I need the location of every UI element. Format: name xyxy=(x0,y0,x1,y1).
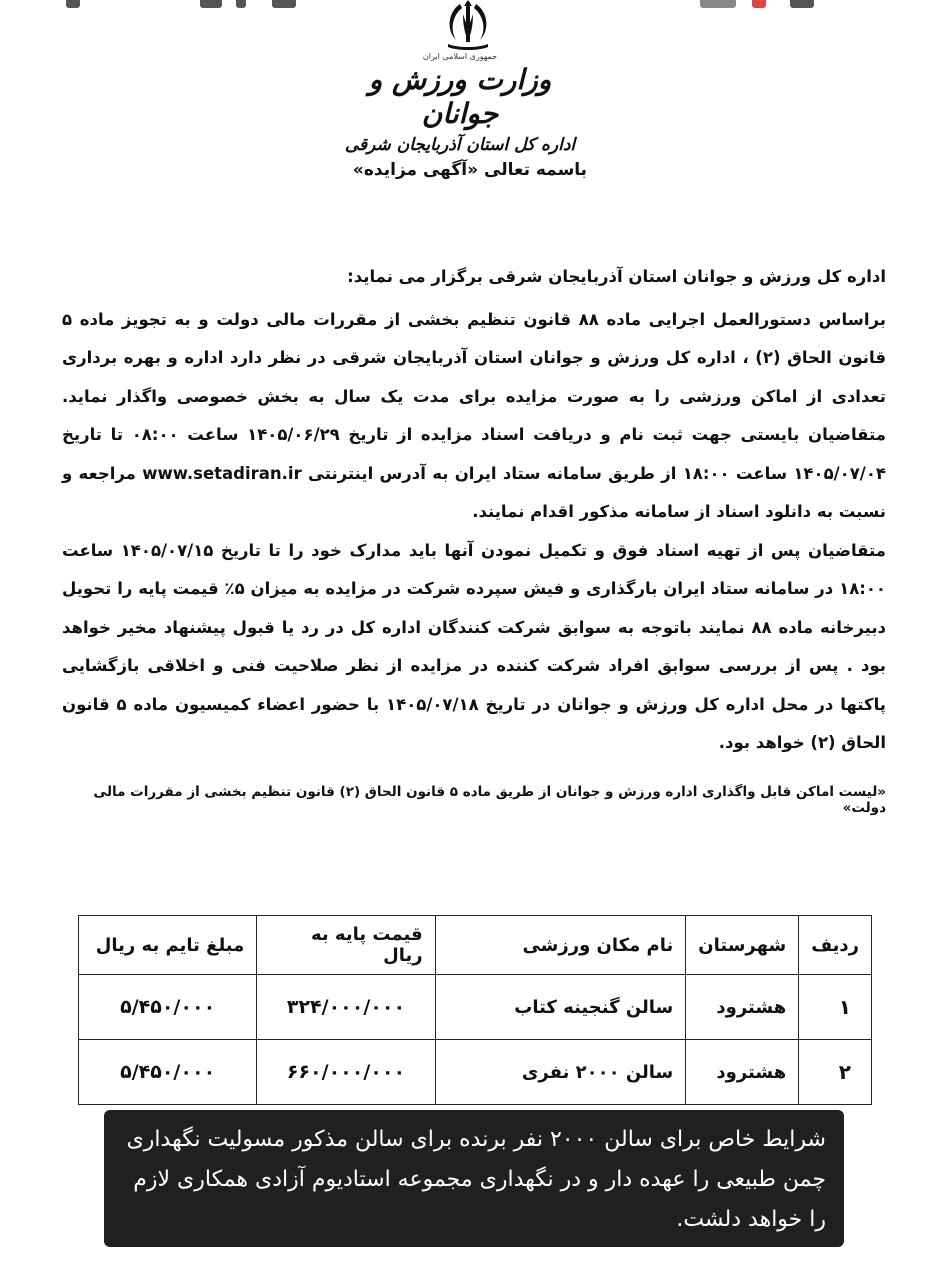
ministry-name: وزارت ورزش و جوانان xyxy=(368,63,552,130)
status-icon xyxy=(752,0,766,8)
table-row xyxy=(79,1040,872,1105)
cell-venue: سالن ۲۰۰۰ نفری xyxy=(435,1040,686,1105)
col-header-venue: نام مکان ورزشی xyxy=(435,916,686,975)
page-title: باسمه تعالی «آگهی مزایده» xyxy=(352,160,588,180)
announcement-body xyxy=(62,258,886,763)
special-conditions-notice: شرایط خاص برای سالن ۲۰۰۰ نفر برنده برای سالن مذکور مسولیت نگهداری چمن طبیعی را عهده دار و در نگهداری مجموعه استادیوم آزادی همکاری لازم را خواهد دلشت. xyxy=(104,1110,844,1247)
cell-timeslot-price: ۵/۴۵۰/۰۰۰ xyxy=(79,975,257,1040)
status-icon xyxy=(790,0,814,8)
emblem-caption: جمهوری اسلامی ایران xyxy=(422,52,498,61)
status-icon xyxy=(700,0,736,8)
cell-timeslot-price: ۵/۴۵۰/۰۰۰ xyxy=(79,1040,257,1105)
cell-city: هشترود xyxy=(686,975,799,1040)
cell-city: هشترود xyxy=(686,1040,799,1105)
status-icon xyxy=(66,0,80,8)
status-icon xyxy=(200,0,222,8)
col-header-base-price: قیمت پایه به ریال xyxy=(257,916,435,975)
paragraph-1-text: براساس دستورالعمل اجرایی ماده ۸۸ قانون تنظیم بخشی از مقررات مالی دولت و به تجویز ماده ۵ قانون الحاق (۲) ، اداره کل ورزش و جوانان استان آذربایجان شرقی در نظر دارد اداره و بهره برداری تعدادی از اماکن ورزشی را به صورت مزایده برای مدت یک سال به بخش خصوصی واگذار نماید. متقاضیان بایستی جهت ثبت نام و دریافت اسناد مزایده از تاریخ ۱۴۰۵/۰۶/۲۹ ساعت ۰۸:۰۰ تا تاریخ ۱۴۰۵/۰۷/۰۴ ساعت ۱۸:۰۰ از طریق سامانه ستاد ایران به آدرس اینترنتی xyxy=(62,309,886,483)
venue-list-title: «لیست اماکن قابل واگذاری اداره ورزش و جوانان از طریق ماده ۵ قانون الحاق (۲) قانون تنظیم بخشی از مقررات مالی دولت» xyxy=(93,784,886,816)
setadiran-link[interactable]: www.setadiran.ir xyxy=(142,463,302,483)
cell-row-number: ۱ xyxy=(799,975,872,1040)
paragraph-2: متقاضیان پس از تهیه اسناد فوق و تکمیل نمودن آنها باید مدارک خود را تا تاریخ ۱۴۰۵/۰۷/۱۵ ساعت ۱۸:۰۰ در سامانه ستاد ایران بارگذاری و فیش سپرده شرکت در مزایده به میزان ۵٪ قیمت پایه را تحویل دبیرخانه ماده ۸۸ نمایند باتوجه به سوابق شرکت کنندگان اداره کل در رد یا قبول پیشنهاد مخیر خواهد بود . پس از بررسی سوابق افراد شرکت کننده در مزایده از نظر صلاحیت فنی و اخلاقی بازگشایی پاکتها در محل اداره کل ورزش و جوانان در تاریخ ۱۴۰۵/۰۷/۱۸ با حضور اعضاء کمیسیون ماده ۵ قانون الحاق (۲) خواهد بود. xyxy=(62,540,887,752)
status-icon xyxy=(236,0,246,8)
col-header-timeslot-price: مبلغ تایم به ریال xyxy=(79,916,257,975)
table-row xyxy=(79,975,872,1040)
iran-emblem-logo xyxy=(430,0,506,60)
cell-base-price: ۶۶۰/۰۰۰/۰۰۰ xyxy=(257,1040,435,1105)
cell-row-number: ۲ xyxy=(799,1040,872,1105)
col-header-city: شهرستان xyxy=(686,916,799,975)
department-name: اداره کل استان آذربایجان شرقی xyxy=(344,135,576,155)
col-header-row-number: ردیف xyxy=(799,916,872,975)
paragraph-1-tail: مراجعه و نسبت به دانلود اسناد از سامانه مذکور اقدام نمایند. xyxy=(62,463,886,521)
table-header-row xyxy=(79,916,872,975)
intro-line: اداره کل ورزش و جوانان استان آذربایجان شرقی برگزار می نماید: xyxy=(347,267,886,286)
status-icon xyxy=(272,0,296,8)
paragraph-1 xyxy=(62,301,886,532)
cell-base-price: ۳۲۴/۰۰۰/۰۰۰ xyxy=(257,975,435,1040)
venue-table xyxy=(78,915,872,1105)
cell-venue: سالن گنجینه کتاب xyxy=(435,975,686,1040)
ministry-logo xyxy=(330,52,590,157)
